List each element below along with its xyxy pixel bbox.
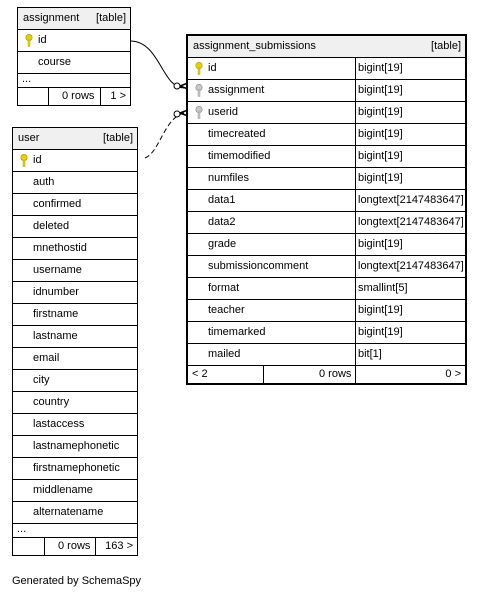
table-header: [18, 8, 130, 30]
column-row: [13, 348, 137, 370]
column-name: firstname: [33, 308, 79, 320]
column-row: [188, 146, 465, 168]
column-row: [13, 150, 137, 172]
column-row: [13, 370, 137, 392]
assignment-to-submissions-link: [131, 41, 184, 88]
column-row: [13, 194, 137, 216]
column-row: [188, 256, 465, 278]
generated-by-note: Generated by SchemaSpy: [12, 575, 142, 587]
column-type: longtext[2147483647]: [358, 260, 464, 272]
column-name: timemodified: [208, 150, 271, 162]
column-row: [13, 216, 137, 238]
parents-link[interactable]: < 2: [192, 368, 208, 380]
foreign-key-icon: [195, 106, 203, 119]
column-name: firstnamephonetic: [33, 462, 120, 474]
column-row: [188, 58, 465, 80]
row-count: 0 rows: [319, 368, 352, 380]
column-name: teacher: [208, 304, 245, 316]
primary-key-icon: [20, 154, 28, 167]
column-name: id: [33, 154, 42, 166]
column-name: username: [33, 264, 82, 276]
column-row: [188, 278, 465, 300]
column-type: bigint[19]: [358, 128, 403, 140]
table-footer: [188, 366, 465, 383]
column-row: [18, 52, 130, 74]
foreign-key-icon: [195, 84, 203, 97]
column-row: [188, 124, 465, 146]
row-count: 0 rows: [62, 90, 95, 102]
column-type: bigint[19]: [358, 238, 403, 250]
column-name: data1: [208, 194, 236, 206]
row-count: 0 rows: [58, 540, 91, 552]
primary-key-icon: [25, 34, 33, 47]
column-name: email: [33, 352, 60, 364]
column-row: [13, 282, 137, 304]
column-name: mnethostid: [33, 242, 87, 254]
column-name: id: [208, 62, 217, 74]
assignment-link-end-marker: [174, 83, 180, 89]
column-name: timemarked: [208, 326, 266, 338]
table-footer: [18, 88, 130, 105]
column-name: format: [208, 282, 240, 294]
column-name: mailed: [208, 348, 241, 360]
column-row: [188, 80, 465, 102]
primary-key-icon: [195, 62, 203, 75]
column-name: idnumber: [33, 286, 79, 298]
column-name: grade: [208, 238, 237, 250]
column-type: bigint[19]: [358, 84, 403, 96]
column-name: userid: [208, 106, 238, 118]
table-user[interactable]: [12, 127, 138, 556]
column-name: id: [38, 34, 47, 46]
table-header: [13, 128, 137, 150]
column-row: [13, 458, 137, 480]
more-columns-ellipsis: ...: [18, 74, 130, 88]
column-type: longtext[2147483647]: [358, 216, 464, 228]
column-name: confirmed: [33, 198, 82, 210]
column-row: [188, 168, 465, 190]
column-name: middlename: [33, 484, 93, 496]
table-type: [table]: [96, 12, 126, 24]
children-link[interactable]: 0 >: [445, 368, 461, 380]
column-row: [13, 326, 137, 348]
column-type: bigint[19]: [358, 326, 403, 338]
column-type: bigint[19]: [358, 62, 403, 74]
column-row: [13, 392, 137, 414]
table-assignment-submissions[interactable]: [186, 34, 467, 385]
column-row: [188, 344, 465, 366]
column-name: auth: [33, 176, 55, 188]
column-row: [13, 414, 137, 436]
column-row: [13, 238, 137, 260]
column-type: bit[1]: [358, 348, 382, 360]
user-to-submissions-link: [145, 113, 184, 158]
column-name: assignment: [208, 84, 265, 96]
column-row: [188, 322, 465, 344]
column-row: [188, 300, 465, 322]
column-name: numfiles: [208, 172, 249, 184]
table-name: assignment_submissions: [193, 40, 316, 52]
column-name: city: [33, 374, 50, 386]
column-row: [188, 212, 465, 234]
table-type: [table]: [431, 40, 461, 52]
column-row: [188, 102, 465, 124]
table-type: [table]: [103, 132, 133, 144]
children-link[interactable]: 1 >: [110, 90, 126, 102]
column-type: longtext[2147483647]: [358, 194, 464, 206]
column-row: [13, 260, 137, 282]
column-row: [13, 436, 137, 458]
table-name: assignment: [23, 12, 80, 24]
column-type: bigint[19]: [358, 106, 403, 118]
column-row: [188, 234, 465, 256]
column-type: bigint[19]: [358, 304, 403, 316]
column-row: [13, 304, 137, 326]
column-row: [13, 480, 137, 502]
column-name: lastnamephonetic: [33, 440, 120, 452]
table-assignment[interactable]: [17, 7, 131, 106]
column-name: timecreated: [208, 128, 266, 140]
table-name: user: [18, 132, 40, 144]
column-type: smallint[5]: [358, 282, 408, 294]
column-row: [13, 502, 137, 524]
user-link-end-marker: [174, 111, 180, 117]
column-name: country: [33, 396, 70, 408]
column-type: bigint[19]: [358, 150, 403, 162]
column-name: course: [38, 56, 72, 68]
table-header: [188, 36, 465, 58]
column-name: data2: [208, 216, 236, 228]
column-name: submissioncomment: [208, 260, 309, 272]
children-link[interactable]: 163 >: [105, 540, 133, 552]
column-row: [13, 172, 137, 194]
column-row: [188, 190, 465, 212]
table-footer: [13, 538, 137, 555]
more-columns-ellipsis: ...: [13, 524, 137, 538]
column-name: lastaccess: [33, 418, 85, 430]
column-name: lastname: [33, 330, 78, 342]
column-row: [18, 30, 130, 52]
column-name: alternatename: [33, 506, 104, 518]
column-type: bigint[19]: [358, 172, 403, 184]
column-name: deleted: [33, 220, 70, 232]
